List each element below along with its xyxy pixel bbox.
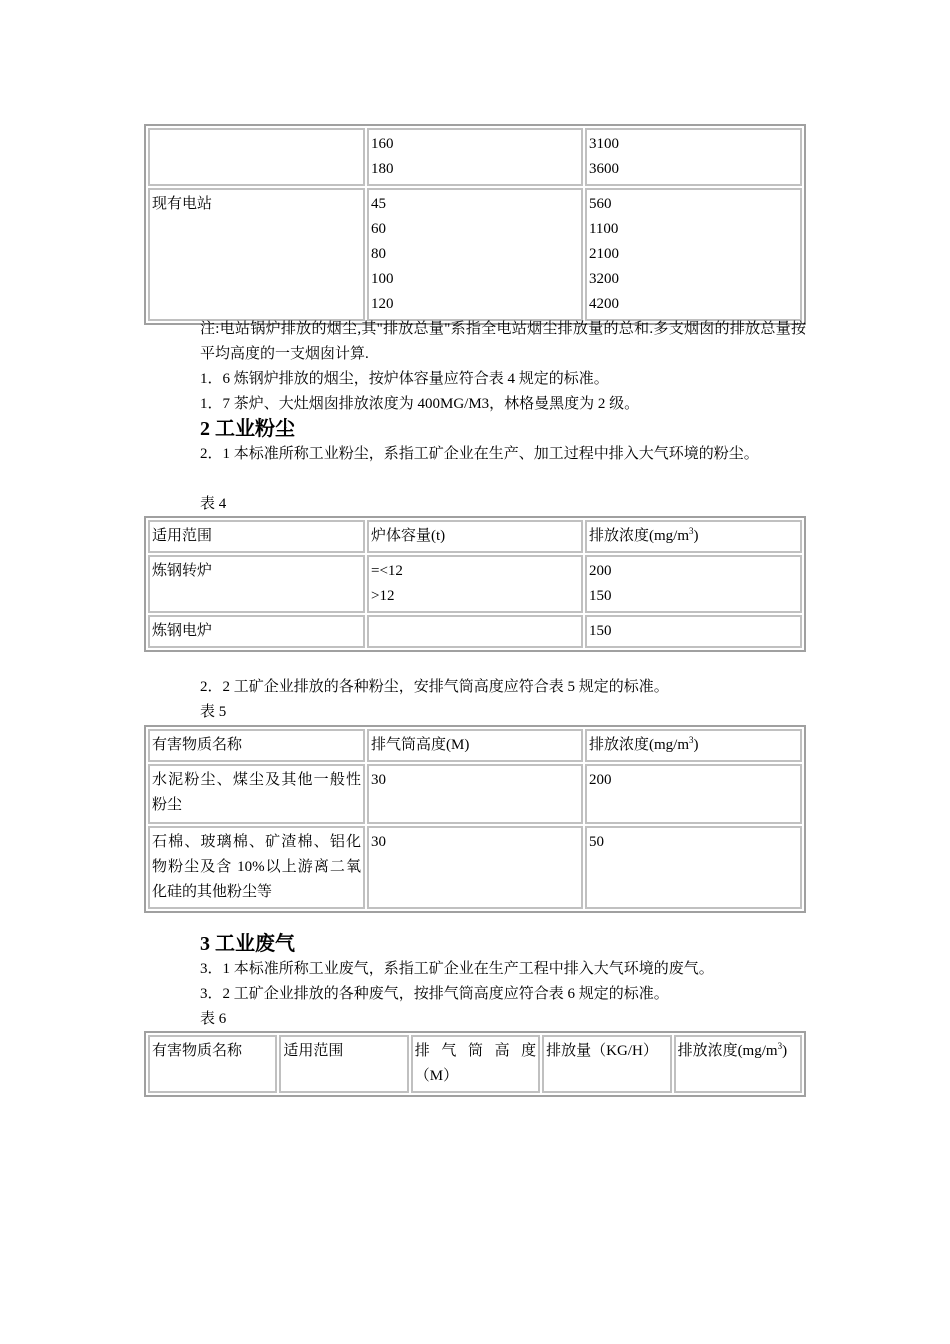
- paragraph-3-2: 3．2 工矿企业排放的各种废气，按排气筒高度应符合表 6 规定的标准。: [200, 986, 669, 1002]
- superscript: 3: [688, 526, 694, 536]
- header-text: 排放浓度(mg/m: [677, 1043, 778, 1059]
- section-2-title: 2 工业粉尘: [200, 418, 295, 440]
- table-cell-name: [148, 764, 365, 824]
- paragraph-1-6: 1．6 炼钢炉排放的烟尘，按炉体容量应符合表 4 规定的标准。: [200, 371, 609, 387]
- header-text: 排放浓度(mg/m: [588, 528, 689, 544]
- table-4-caption: 表 4: [200, 496, 227, 512]
- table-6: [144, 1031, 806, 1097]
- column-header: 炉体容量(t): [367, 520, 583, 553]
- column-header: [585, 729, 802, 762]
- cell-text: 45: [371, 196, 386, 212]
- paragraph-3-1: 3．1 本标准所称工业废气，系指工矿企业在生产工程中排入大气环境的废气。: [200, 961, 714, 977]
- cell-text: 80: [371, 246, 386, 262]
- table-row: [148, 764, 802, 824]
- table-cell-conc: [585, 764, 802, 824]
- cell-text: 水泥粉尘、煤尘及其他一般性粉尘: [152, 772, 361, 813]
- header-text: ): [693, 737, 699, 753]
- cell-text: 560: [588, 196, 612, 212]
- table-cell-capacity: [367, 615, 583, 648]
- paragraph-2-2: 2．2 工矿企业排放的各种粉尘，安排气筒高度应符合表 5 规定的标准。: [200, 679, 669, 695]
- cell-text: 100: [371, 271, 394, 287]
- table-5: [144, 725, 806, 913]
- table-cell-amounts: [585, 188, 802, 321]
- cell-text: 炼钢转炉: [152, 563, 213, 579]
- cell-text: 3100: [588, 136, 619, 152]
- cell-text: 120: [371, 296, 394, 312]
- column-header: 有害物质名称: [148, 1035, 277, 1093]
- table-cell-scope: [148, 188, 365, 321]
- cell-text: 50: [588, 834, 604, 850]
- cell-text: 1100: [588, 221, 619, 237]
- header-text: ): [782, 1043, 788, 1059]
- cell-text: 2100: [588, 246, 619, 262]
- table-cell-height: [367, 826, 583, 909]
- table-note: 注:电站锅炉排放的烟尘,其"排放总量"系指全电站烟尘排放量的总和.多支烟囱的排放总量按平均高度的一支烟囱计算.: [200, 321, 806, 362]
- table-cell-conc: [585, 826, 802, 909]
- table-cell-conc: [585, 615, 802, 648]
- table-row: [148, 128, 802, 186]
- cell-text: 200: [588, 563, 612, 579]
- column-header: [585, 520, 802, 553]
- cell-text: >12: [371, 588, 395, 604]
- section-3-title: 3 工业废气: [200, 933, 295, 955]
- table-row: [148, 826, 802, 909]
- table-cell-heights: [367, 188, 583, 321]
- column-header: 排 气 筒 高 度（M）: [411, 1035, 540, 1093]
- cell-text: 炼钢电炉: [152, 623, 213, 639]
- table-cell-conc: [585, 555, 802, 613]
- cell-text: 150: [588, 623, 612, 639]
- cell-text: 160: [371, 136, 394, 152]
- table-row: [148, 615, 802, 648]
- table-cell-height: [367, 764, 583, 824]
- superscript: 3: [777, 1041, 783, 1051]
- table-cell-scope: [148, 128, 365, 186]
- table-cell-scope: [148, 555, 365, 613]
- cell-text: 180: [371, 161, 394, 177]
- table-cell-capacity: [367, 555, 583, 613]
- power-station-table: [144, 124, 806, 325]
- cell-text: 60: [371, 221, 386, 237]
- table-6-caption: 表 6: [200, 1011, 227, 1027]
- table-row: [148, 555, 802, 613]
- cell-text: 30: [371, 772, 386, 788]
- table-cell-heights: [367, 128, 583, 186]
- column-header: 排气筒高度(M): [367, 729, 583, 762]
- cell-text: =<12: [371, 563, 403, 579]
- cell-text: 现有电站: [152, 196, 213, 212]
- cell-text: 3600: [588, 161, 619, 177]
- table-header-row: [148, 729, 802, 762]
- column-header: 适用范围: [148, 520, 365, 553]
- cell-text: 石棉、玻璃棉、矿渣棉、铝化物粉尘及含 10%以上游离二氧化硅的其他粉尘等: [152, 834, 361, 900]
- header-text: 排放浓度(mg/m: [588, 737, 689, 753]
- table-cell-scope: [148, 615, 365, 648]
- cell-text: 4200: [588, 296, 619, 312]
- header-text: ): [693, 528, 699, 544]
- cell-text: 150: [588, 588, 612, 604]
- column-header: 排放量（KG/H）: [542, 1035, 671, 1093]
- table-4: [144, 516, 806, 652]
- table-cell-name: [148, 826, 365, 909]
- table-header-row: [148, 1035, 802, 1093]
- cell-text: 30: [371, 834, 386, 850]
- table-header-row: [148, 520, 802, 553]
- column-header: 适用范围: [279, 1035, 408, 1093]
- paragraph-1-7: 1．7 茶炉、大灶烟囱排放浓度为 400MG/M3，林格曼黑度为 2 级。: [200, 396, 640, 412]
- cell-text: 200: [588, 772, 612, 788]
- table-row: [148, 188, 802, 321]
- cell-text: 3200: [588, 271, 619, 287]
- table-cell-amounts: [585, 128, 802, 186]
- column-header: [674, 1035, 802, 1093]
- paragraph-2-1: 2．1 本标准所称工业粉尘，系指工矿企业在生产、加工过程中排入大气环境的粉尘。: [200, 446, 759, 462]
- column-header: 有害物质名称: [148, 729, 365, 762]
- superscript: 3: [688, 735, 694, 745]
- table-5-caption: 表 5: [200, 704, 227, 720]
